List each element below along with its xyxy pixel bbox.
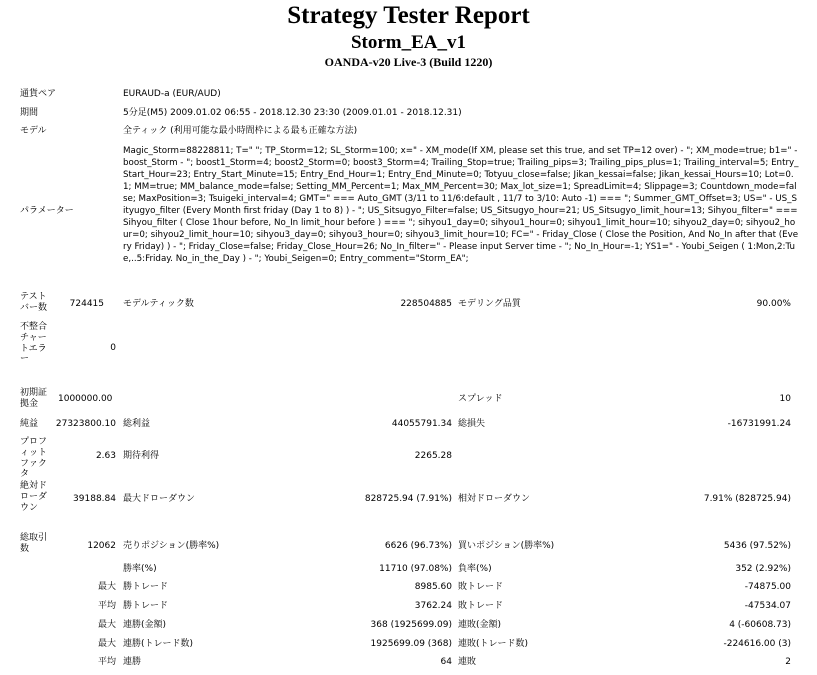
report-title: Strategy Tester Report bbox=[287, 2, 530, 29]
symbol-label: 通貨ペア bbox=[20, 89, 57, 99]
pf-label: プロフィットファクタ bbox=[20, 437, 48, 480]
avg-loss-label: 敗トレード bbox=[458, 601, 504, 611]
bars-label: テストバー数 bbox=[20, 292, 48, 313]
ea-name: Storm_EA_v1 bbox=[350, 32, 467, 53]
largest-win-label: 勝トレード bbox=[123, 582, 169, 592]
reldd-label: 相対ドローダウン bbox=[458, 494, 531, 504]
expected-value: 2265.28 bbox=[414, 451, 452, 461]
period-value: 5分足(M5) 2009.01.02 06:55 - 2018.12.30 23:30 (2009.01.01 - 2018.12.31) bbox=[123, 108, 462, 118]
max-label: 最大 bbox=[97, 582, 116, 592]
symbol-value: EURAUD-a (EUR/AUD) bbox=[123, 89, 221, 99]
period-label: 期間 bbox=[20, 108, 39, 118]
maxdd-value: 828725.94 (7.91%) bbox=[364, 494, 452, 504]
consec-loss-amt-label: 連敗(金額) bbox=[458, 620, 502, 630]
largest-loss-value: -74875.00 bbox=[744, 582, 791, 592]
short-label: 売りポジション(勝率%) bbox=[123, 541, 220, 551]
avg-win-value: 3762.24 bbox=[414, 601, 452, 611]
grossprofit-label: 総利益 bbox=[123, 419, 151, 429]
mismatch-value: 0 bbox=[110, 343, 116, 353]
wins-value: 11710 (97.08%) bbox=[379, 564, 452, 574]
grossprofit-value: 44055791.34 bbox=[391, 419, 452, 429]
netprofit-value: 27323800.10 bbox=[55, 419, 116, 429]
losses-label: 負率(%) bbox=[458, 564, 492, 574]
absdd-value: 39188.84 bbox=[73, 494, 116, 504]
consec-win-cnt-label: 連勝(トレード数) bbox=[123, 639, 194, 649]
avg-consec-loss-value: 2 bbox=[785, 657, 791, 667]
deposit-value: 1000000.00 bbox=[58, 394, 113, 404]
server-build: OANDA-v20 Live-3 (Build 1220) bbox=[324, 55, 493, 69]
avg-win-label: 勝トレード bbox=[123, 601, 169, 611]
params-label: パラメーター bbox=[20, 206, 74, 216]
reldd-value: 7.91% (828725.94) bbox=[703, 494, 791, 504]
consec-loss-cnt-value: -224616.00 (3) bbox=[723, 639, 791, 649]
netprofit-label: 純益 bbox=[20, 419, 39, 429]
trades-label: 総取引数 bbox=[20, 533, 48, 554]
consec-win-amt-label: 連勝(金額) bbox=[123, 620, 167, 630]
avg-consec-win-value: 64 bbox=[440, 657, 452, 667]
short-value: 6626 (96.73%) bbox=[384, 541, 452, 551]
largest-win-value: 8985.60 bbox=[414, 582, 452, 592]
max3-label: 最大 bbox=[97, 639, 116, 649]
ticks-value: 228504885 bbox=[400, 299, 452, 309]
spread-value: 10 bbox=[779, 394, 791, 404]
grossloss-label: 総損失 bbox=[458, 419, 486, 429]
consec-loss-cnt-label: 連敗(トレード数) bbox=[458, 639, 529, 649]
avg-label: 平均 bbox=[97, 601, 116, 611]
bars-value: 724415 bbox=[69, 299, 104, 309]
pf-value: 2.63 bbox=[95, 451, 116, 461]
avg2-label: 平均 bbox=[97, 657, 116, 667]
model-label: モデル bbox=[20, 126, 47, 136]
wins-label: 勝率(%) bbox=[123, 564, 157, 574]
consec-win-amt-value: 368 (1925699.09) bbox=[370, 620, 452, 630]
largest-loss-label: 敗トレード bbox=[458, 582, 504, 592]
quality-value: 90.00% bbox=[756, 299, 791, 309]
max2-label: 最大 bbox=[97, 620, 116, 630]
spread-label: スプレッド bbox=[458, 394, 503, 404]
absdd-label: 絶対ドローダウン bbox=[20, 481, 48, 513]
long-label: 買いポジション(勝率%) bbox=[458, 541, 555, 551]
long-value: 5436 (97.52%) bbox=[723, 541, 791, 551]
avg-consec-win-label: 連勝 bbox=[123, 657, 142, 667]
params-value: Magic_Storm=88228811; T=" "; TP_Storm=12; SL_Storm=100; x=" - XM_mode(If XM, please set this true, and set TP=12 over) - "; XM_mode=true; b1=" - boost_Storm - "; boost1_Storm=4; boost2_Storm=0; boost3_Storm=4; Trailing_Stop=true; Trailing_pips=3; Trailing_pips_plus=1; Trailing_interval=5; Entry_Start_Hour=23; Entry_Start_Minute=15; Entry_End_Hour=1; Entry_End_Minute=0; Totyuu_close=false; Jikan_kessai=false; Jikan_kessai_Hours=10; Lot=0.1; MM=true; MM_balance_mode=false; Setting_MM_Percent=1; Max_MM_Percent=30; Max_lot_size=1; SpreadLimit=4; Slippage=3; Countdown_mode=false; MaxPosition=3; Tsuigeki_interval=4; GMT=" === Auto_GMT (3/11 to 11/6:default , 11/7 to 3/10: Auto -1) === "; Summer_GMT_Offset=3; US=" - US_Sityugyo_filter (Every Month first friday (Day 1 to 8) ) - "; US_Sitsugyo_Filter=false; US_Sitsugyo_hour=21; US_Sitsugyo_limit_hour=13; Sihyou_filter=" === Sihyou_filter ( Close 1hour before, No_In limit_hour before ) === "; sihyou1_day=0; sihyou1_hour=0; sihyou1_limit_hour=10; sihyou2_day=0; sihyou2_hour=0; sihyou2_limit_hour=10; sihyou3_day=0; sihyou3_hour=0; sihyou3_limit_hour=10; FC=" - Friday_Close ( Close the Position, And No_In after that (Every Friday) ) - "; Friday_Close=false; Friday_Close_Hour=26; No_In_filter=" - Please input Server time - "; No_In_Hour=-1; YS1=" - Youbi_Seigen ( 1:Mon,2:Tue,..5:Friday. No_in_the_Day ) - "; Youbi_Seigen=0; Entry_comment="Storm_EA"; bbox=[123, 146, 799, 264]
expected-label: 期待利得 bbox=[123, 451, 160, 461]
mismatch-label: 不整合チャートエラー bbox=[20, 322, 48, 365]
avg-consec-loss-label: 連敗 bbox=[458, 657, 477, 667]
consec-win-cnt-value: 1925699.09 (368) bbox=[370, 639, 452, 649]
grossloss-value: -16731991.24 bbox=[727, 419, 791, 429]
avg-loss-value: -47534.07 bbox=[744, 601, 791, 611]
deposit-label: 初期証拠金 bbox=[20, 388, 48, 409]
maxdd-label: 最大ドローダウン bbox=[123, 494, 196, 504]
consec-loss-amt-value: 4 (-60608.73) bbox=[729, 620, 791, 630]
trades-value: 12062 bbox=[87, 541, 116, 551]
losses-value: 352 (2.92%) bbox=[735, 564, 791, 574]
model-value: 全ティック (利用可能な最小時間枠による最も正確な方法) bbox=[123, 126, 358, 136]
ticks-label: モデルティック数 bbox=[123, 299, 194, 309]
quality-label: モデリング品質 bbox=[458, 299, 521, 309]
